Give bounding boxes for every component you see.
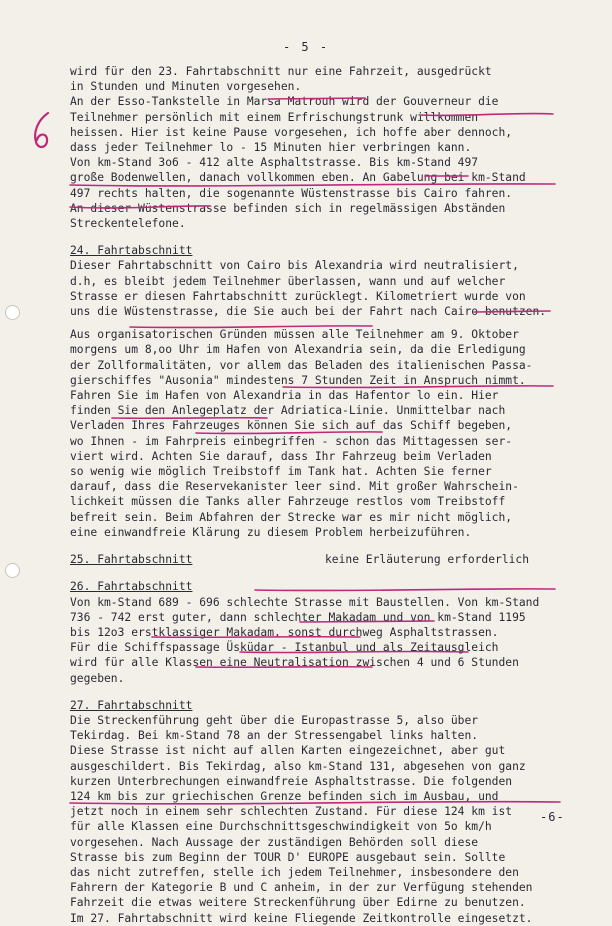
paragraph-line: ausgeschildert. Bis Tekirdag, also km-Stand 131, abgesehen von ganz (70, 759, 526, 773)
paragraph-line: 124 km bis zur griechischen Grenze befinden sich im Ausbau, und (70, 789, 499, 803)
paragraph-line: uns die Wüstenstrasse, die Sie auch bei der Fahrt nach Cairo benutzen. (70, 305, 547, 319)
spacer (70, 686, 610, 698)
paragraph-line: kurzen Unterbrechungen einwandfreie Asphaltstrasse. Die folgenden (70, 774, 513, 788)
section-heading: 27. Fahrtabschnitt (70, 698, 193, 712)
spacer (70, 567, 610, 579)
paragraph-line: der Zollformalitäten, vor allem das Beladen des italienischen Passa- (70, 358, 533, 372)
paragraph-line: Verladen Ihres Fahrzeuges können Sie sich auf das Schiff begeben, (70, 419, 513, 433)
paragraph-line: das nicht zutreffen, stelle ich jedem Teilnehmer, insbesondere den (70, 865, 519, 879)
paragraph-line: Fahrzeit die etwas weitere Streckenführung über Edirne zu benutzen. (70, 896, 526, 910)
paragraph-line: Fahrern der Kategorie B und C anheim, in der zur Verfügung stehenden (70, 881, 533, 895)
next-page-marker: -6- (540, 810, 565, 824)
paragraph-line: Fahren Sie im Hafen von Alexandria in das Hafentor lo ein. Hier (70, 389, 499, 403)
paragraph-line: d.h, es bleibt jedem Teilnehmer überlassen, wann und auf welcher (70, 274, 506, 288)
spacer (70, 540, 610, 552)
spacer (70, 319, 610, 327)
intro-line: heissen. Hier ist keine Pause vorgesehen, ich hoffe aber dennoch, (70, 125, 513, 139)
section-heading-row (70, 552, 610, 567)
paragraph-line: morgens um 8,oo Uhr im Hafen von Alexandria sein, da die Erledigung (70, 343, 526, 357)
paragraph-line: Diese Strasse ist nicht auf allen Karten eingezeichnet, aber gut (70, 744, 506, 758)
intro-line: An der Esso-Tankstelle in Marsa Matrouh wird der Gouverneur die (70, 95, 499, 109)
section-heading: 24. Fahrtabschnitt (70, 244, 193, 258)
document-body (70, 64, 610, 926)
paragraph-line: jetzt noch in einem sehr schlechten Zustand. Für diese 124 km ist (70, 805, 513, 819)
intro-line: Teilnehmer persönlich mit einem Erfrischungstrunk willkommen (70, 110, 479, 124)
section-heading: 25. Fahrtabschnitt (70, 553, 193, 567)
section-heading: 26. Fahrtabschnitt (70, 580, 193, 594)
paragraph-line: wird für alle Klassen eine Neutralisation zwischen 4 und 6 Stunden (70, 656, 519, 670)
intro-line: 497 rechts halten, die sogenannte Wüstenstrasse bis Cairo fahren. (70, 186, 513, 200)
paragraph-line: Die Streckenführung geht über die Europastrasse 5, also über (70, 713, 479, 727)
paragraph-line: vorgesehen. Nach Aussage der zuständigen Behörden soll diese (70, 835, 479, 849)
intro-line: wird für den 23. Fahrtabschnitt nur eine Fahrzeit, ausgedrückt (70, 65, 492, 78)
paragraph-line: wo Ihnen - im Fahrpreis einbegriffen - schon das Mittagessen ser- (70, 434, 513, 448)
paragraph-line: Aus organisatorischen Gründen müssen alle Teilnehmer am 9. Oktober (70, 328, 519, 342)
paragraph-line: so wenig wie möglich Treibstoff im Tank hat. Achten Sie ferner (70, 465, 492, 479)
intro-line: Streckentelefone. (70, 217, 186, 231)
punch-hole-bottom (5, 563, 20, 578)
paragraph-line: Tekirdag. Bei km-Stand 78 an der Stressengabel links halten. (70, 729, 479, 743)
paragraph-line: lichkeit müssen die Tanks aller Fahrzeuge restlos vom Treibstoff (70, 495, 506, 509)
paragraph-line: Von km-Stand 689 - 696 schlechte Strasse mit Baustellen. Von km-Stand (70, 595, 540, 609)
intro-line: An dieser Wüstenstrasse befinden sich in regelmässigen Abständen (70, 201, 506, 215)
page-number: - 5 - (282, 40, 330, 54)
intro-line: große Bodenwellen, danach vollkommen eben. An Gabelung bei km-Stand (70, 171, 526, 185)
paragraph-line: Strasse er diesen Fahrtabschnitt zurücklegt. Kilometriert wurde von (70, 289, 526, 303)
paragraph-line: finden Sie den Anlegeplatz der Adriatica-Linie. Unmittelbar nach (70, 404, 506, 418)
paragraph-line: Im 27. Fahrtabschnitt wird keine Fliegende Zeitkontrolle eingesetzt. (70, 911, 533, 925)
punch-hole-top (5, 305, 20, 320)
intro-line: Von km-Stand 3o6 - 412 alte Asphaltstrasse. Bis km-Stand 497 (70, 156, 479, 170)
paragraph-line: gegeben. (70, 671, 125, 685)
paragraph-line: für alle Klassen eine Durchschnittsgeschwindigkeit von 5o km/h (70, 820, 492, 834)
paragraph-line: bis 12o3 erstklassiger Makadam, sonst durchweg Asphaltstrassen. (70, 625, 499, 639)
margin-pen-mark (30, 110, 56, 152)
paragraph-line: eine einwandfreie Klärung zu diesem Problem herbeizuführen. (70, 525, 472, 539)
section-heading-row (70, 243, 610, 258)
paragraph-line: Dieser Fahrtabschnitt von Cairo bis Alexandria wird neutralisiert, (70, 259, 519, 273)
section-heading-row (70, 579, 610, 594)
paragraph-line: befreit sein. Beim Abfahren der Strecke war es mir nicht möglich, (70, 510, 513, 524)
intro-line: in Stunden und Minuten vorgesehen. (70, 80, 302, 94)
paragraph-line: darauf, dass die Reservekanister leer sind. Mit großer Wahrschein- (70, 480, 519, 494)
section-heading-row (70, 698, 610, 713)
section-side-note: keine Erläuterung erforderlich (325, 553, 530, 567)
paragraph-line: Für die Schiffspassage Üsküdar - Istanbul und als Zeitausgleich (70, 641, 499, 655)
paragraph-line: 736 - 742 erst guter, dann schlechter Makadam und von km-Stand 1195 (70, 610, 526, 624)
intro-line: dass jeder Teilnehmer lo - 15 Minuten hier verbringen kann. (70, 141, 472, 155)
paragraph-line: Strasse bis zum Beginn der TOUR D' EUROPE ausgebaut sein. Sollte (70, 850, 506, 864)
paragraph-line: viert wird. Achten Sie darauf, dass Ihr Fahrzeug beim Verladen (70, 449, 492, 463)
paragraph-line: gierschiffes "Ausonia" mindestens 7 Stunden Zeit in Anspruch nimmt. (70, 373, 526, 387)
spacer (70, 231, 610, 243)
